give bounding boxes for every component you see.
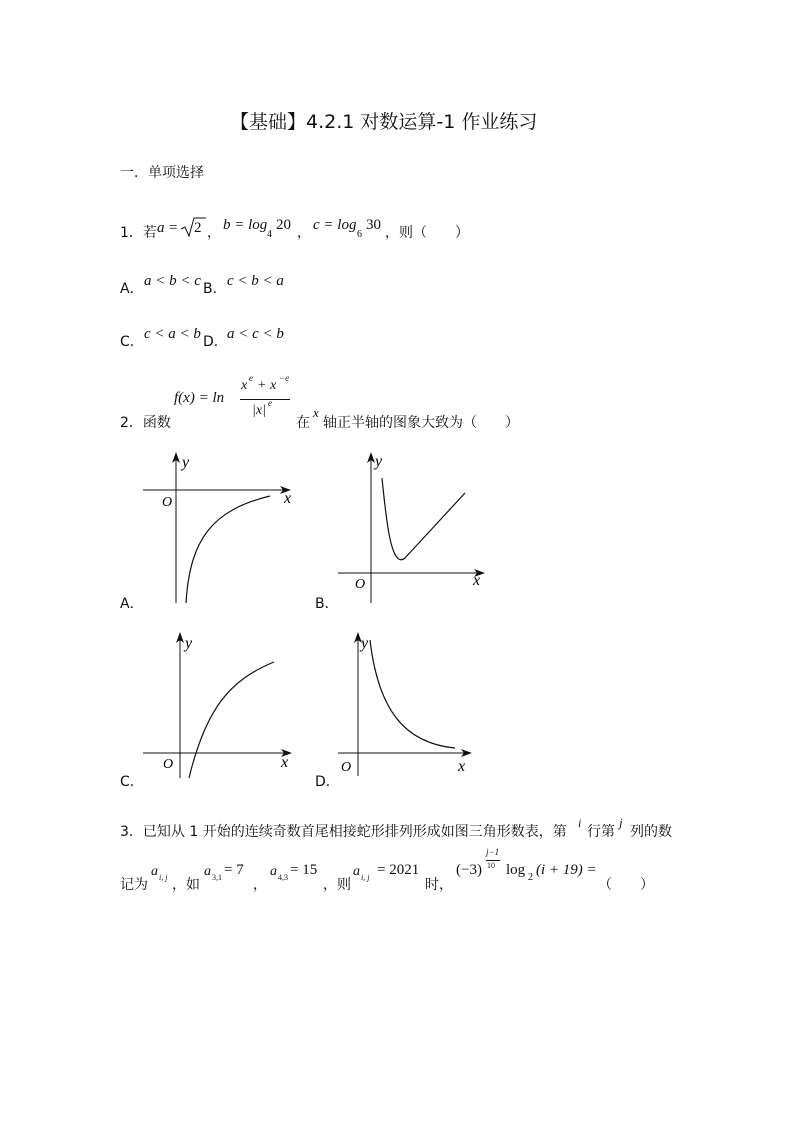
graph-c-y-label: y bbox=[185, 635, 193, 652]
q1-b-expr: b = log bbox=[223, 217, 268, 233]
graph-a-x-label: x bbox=[284, 490, 292, 507]
page-title: 【基础】4.2.1 对数运算-1 作业练习 bbox=[230, 111, 538, 133]
q2-tail: 轴正半轴的图象大致为（ ） bbox=[323, 415, 519, 431]
q2-numerator-plus: + x bbox=[257, 378, 277, 393]
q3-expr-exp-num: j−1 bbox=[486, 847, 500, 857]
q1-number: 1．若 bbox=[120, 225, 157, 241]
q3-line2-b: ，如 bbox=[172, 877, 200, 893]
q2-numerator-a: x bbox=[241, 378, 248, 393]
graph-d-label: D． bbox=[315, 774, 340, 790]
q3-a43-sub: 4,3 bbox=[278, 873, 288, 882]
q1-option-c-label: C． bbox=[120, 334, 144, 350]
fraction-bar bbox=[240, 399, 290, 400]
graph-b-y-label: y bbox=[375, 453, 383, 470]
section-heading: 一．单项选择 bbox=[120, 165, 204, 181]
q1-option-a-label: A． bbox=[120, 281, 144, 297]
q3-a-ij-sub: i, j bbox=[159, 873, 168, 882]
q3-a-ij: a bbox=[151, 864, 158, 879]
q1-c-arg: 30 bbox=[366, 217, 381, 233]
q3-a43: a bbox=[270, 864, 277, 879]
q3-var-j: j bbox=[619, 815, 623, 830]
graph-c-x-label: x bbox=[281, 754, 289, 771]
q1-b-arg: 20 bbox=[276, 217, 291, 233]
graph-b-x-label: x bbox=[473, 572, 481, 589]
graph-a-y-label: y bbox=[182, 454, 190, 471]
q3-expr-base: (−3) bbox=[456, 862, 482, 878]
q1-option-b: c < b < a bbox=[227, 273, 284, 289]
q3-var-i: i bbox=[578, 816, 582, 830]
graph-d bbox=[333, 628, 493, 778]
graph-c bbox=[138, 628, 298, 778]
graph-d-origin: O bbox=[341, 760, 352, 775]
q3-a43-val: = 15 bbox=[290, 862, 318, 878]
sqrt-symbol-icon bbox=[180, 216, 206, 238]
q3-a31: a bbox=[204, 864, 211, 879]
q1-comma-1: ， bbox=[207, 225, 221, 241]
q1-option-b-label: B． bbox=[203, 281, 227, 297]
graph-a-label: A． bbox=[120, 596, 144, 612]
q3-line2-c: ，则 bbox=[323, 877, 351, 893]
graph-d-x-label: x bbox=[458, 758, 466, 775]
q3-line1-c: 列的数 bbox=[630, 824, 672, 840]
graph-b-label: B． bbox=[315, 596, 339, 612]
graph-c-origin: O bbox=[163, 757, 174, 772]
q2-func-lhs: f(x) = ln bbox=[174, 390, 225, 406]
q1-c-expr: c = log bbox=[313, 217, 357, 233]
q3-expr-log-base: 2 bbox=[528, 872, 533, 883]
q1-option-d: a < c < b bbox=[227, 326, 284, 342]
graph-d-curve bbox=[370, 640, 455, 748]
q1-comma-2: ， bbox=[297, 225, 311, 241]
q1-option-c: c < a < b bbox=[144, 326, 201, 342]
q3-aij2: a bbox=[353, 864, 360, 879]
graph-a-curve bbox=[186, 496, 270, 603]
q2-numerator-sup-a: e bbox=[249, 373, 253, 383]
graph-b-origin: O bbox=[355, 577, 366, 592]
graph-c-curve bbox=[189, 662, 274, 778]
q1-sqrt-radicand: 2 bbox=[194, 220, 202, 236]
graph-c-label: C． bbox=[120, 774, 144, 790]
q3-a31-sub: 3,1 bbox=[212, 873, 222, 882]
q2-numerator-sup-b: −e bbox=[279, 373, 290, 383]
q3-line2-a: 记为 bbox=[120, 877, 148, 893]
q3-expr-log: log bbox=[506, 862, 526, 878]
q1-c-base: 6 bbox=[357, 229, 362, 240]
q3-expr-exp-den: 10 bbox=[487, 861, 495, 870]
q1-eq: = bbox=[169, 220, 178, 236]
q3-aij2-val: = 2021 bbox=[377, 862, 420, 878]
q1-option-d-label: D． bbox=[203, 334, 228, 350]
q3-line1-b: 行第 bbox=[587, 824, 615, 840]
q2-var-x: x bbox=[313, 405, 319, 420]
q1-option-a: a < b < c bbox=[144, 273, 201, 289]
q2-mid: 在 bbox=[296, 415, 310, 431]
q3-line2-d: 时， bbox=[425, 877, 453, 893]
graph-b bbox=[333, 448, 493, 608]
q1-tail: ，则（ ） bbox=[385, 225, 469, 241]
q2-number: 2．函数 bbox=[120, 415, 171, 431]
graph-a-origin: O bbox=[162, 495, 173, 510]
q2-denominator-sup: e bbox=[268, 398, 272, 408]
graph-d-y-label: y bbox=[361, 635, 369, 652]
q3-comma: ， bbox=[253, 877, 267, 893]
q3-aij2-sub: i, j bbox=[361, 873, 370, 882]
q3-line1-a: 3．已知从 1 开始的连续奇数首尾相接蛇形排列形成如图三角形数表，第 bbox=[120, 824, 567, 840]
q2-denominator: |x| bbox=[252, 403, 266, 418]
q3-a31-val: = 7 bbox=[224, 862, 244, 878]
q1-a-var: a bbox=[157, 220, 165, 236]
q1-b-base: 4 bbox=[267, 229, 272, 240]
q3-expr-arg: (i + 19) = bbox=[536, 862, 597, 878]
graph-a bbox=[138, 448, 298, 608]
q3-tail: （ ） bbox=[598, 877, 654, 893]
graph-b-curve bbox=[382, 478, 465, 560]
